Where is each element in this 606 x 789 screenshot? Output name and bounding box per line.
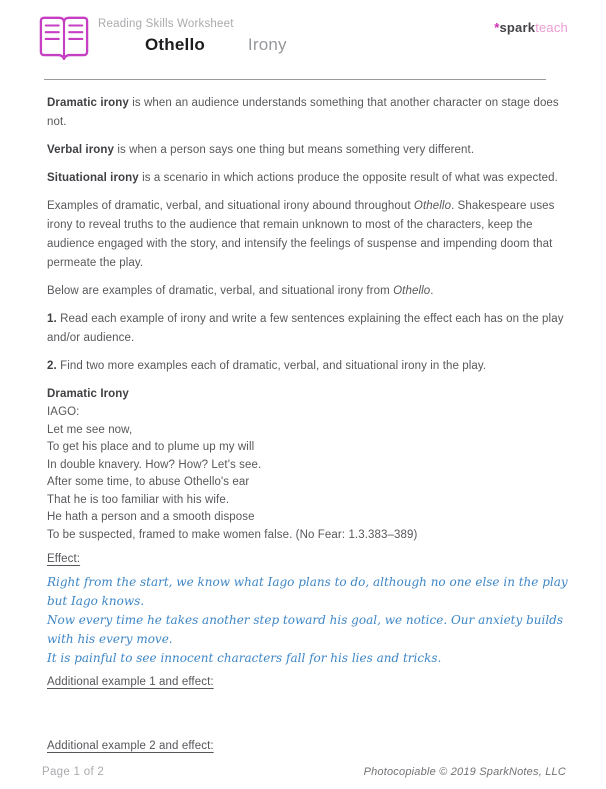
definition-verbal-irony: Verbal irony is when a person says one thing but means something very different. (47, 144, 475, 156)
header-titles (98, 13, 287, 68)
definition-situational-irony: Situational irony is a scenario in which actions produce the opposite result of what was expected. (47, 172, 558, 184)
dramatic-irony-heading: Dramatic Irony (47, 388, 129, 400)
page-footer (42, 766, 566, 778)
worksheet-body (0, 80, 606, 756)
page-title-sub: Irony (247, 35, 287, 54)
logo-teach: teach (535, 20, 568, 35)
header-brand (38, 13, 287, 68)
instruction-2: 2. Find two more examples each of dramatic, verbal, and situational irony in the play. (47, 360, 487, 372)
effect-answer-text: Right from the start, we know what Iago plans to do, although no one else in the play but Iago knows. Now every time he takes another step toward his goal, we notice. Our anxiety builds with his every move. It is painful to see innocent characters fall for his lies and tricks. (47, 575, 568, 665)
logo-asterisk: * (494, 20, 500, 35)
additional-example-1-label: Additional example 1 and effect: (47, 676, 214, 688)
additional-example-2-label: Additional example 2 and effect: (47, 740, 214, 752)
instruction-1: 1. Read each example of irony and write a few sentences explaining the effect each has on the play and/or audience. (47, 313, 564, 344)
page-title (98, 35, 287, 55)
effect-label: Effect: (47, 553, 81, 565)
iago-quote: IAGO: Let me see now, To get his place and to plume up my will In double knavery. How? How? Let's see. After some time, to abuse Othello's ear That he is too familiar with his wife. He hath a person and a smooth dispose To be suspected, framed to make women false. (No Fear: 1.3.383–389) (47, 406, 418, 541)
copyright-notice: Photocopiable © 2019 SparkNotes, LLC (363, 766, 566, 778)
header (0, 0, 606, 68)
definition-dramatic-irony: Dramatic irony is when an audience understands something that another character on stage does not. (47, 97, 559, 128)
page-number: Page 1 of 2 (42, 766, 105, 778)
below-examples-paragraph: Below are examples of dramatic, verbal, and situational irony from Othello. (47, 285, 434, 297)
page-title-main: Othello (145, 35, 205, 54)
sparkteach-logo (494, 13, 568, 35)
open-book-icon (38, 14, 90, 68)
worksheet-type-label: Reading Skills Worksheet (98, 18, 234, 30)
intro-paragraph: Examples of dramatic, verbal, and situational irony abound throughout Othello. Shakespeare uses irony to reveal truths to the audience that remain unknown to most of the characters, keep the audience engaged with the story, and intensify the feelings of suspense and impending doom that permeate the play. (47, 200, 555, 269)
logo-spark: spark (499, 20, 536, 35)
